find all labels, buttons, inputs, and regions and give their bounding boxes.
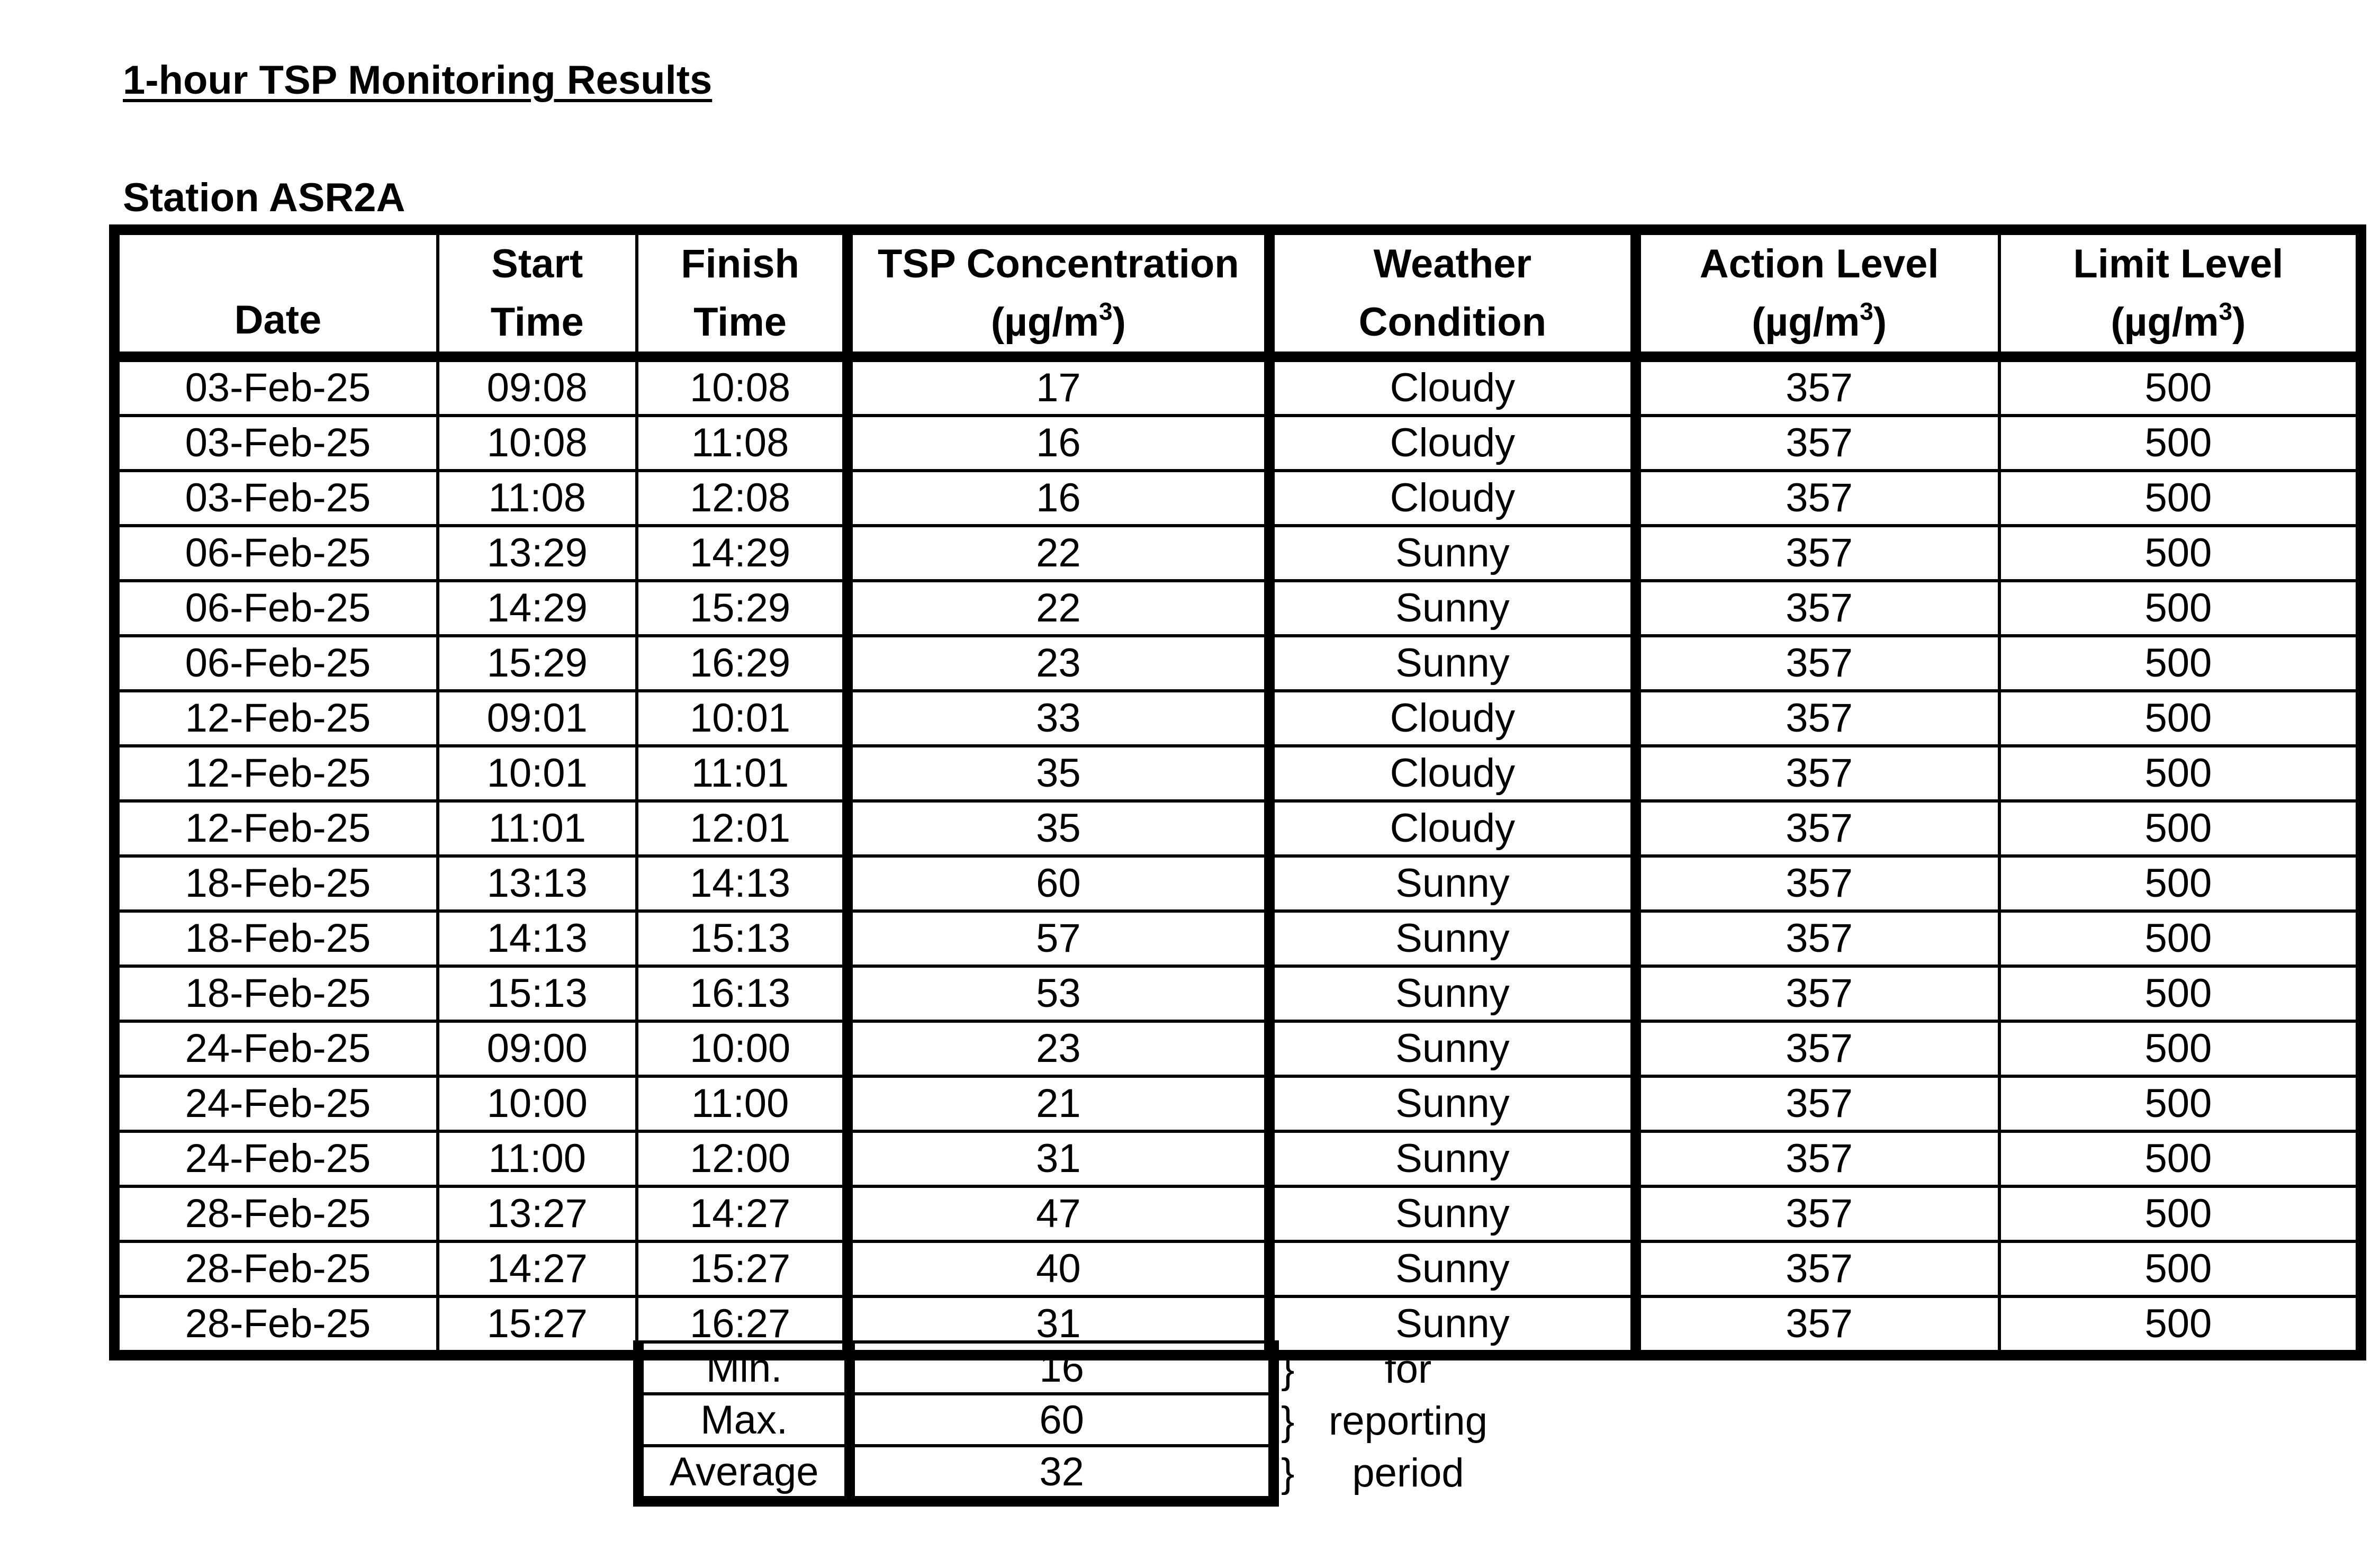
- cell-finish: 15:29: [637, 581, 848, 636]
- summary-note: reporting: [1329, 1399, 1488, 1444]
- cell-weather: Sunny: [1269, 1076, 1635, 1131]
- cell-date: 28-Feb-25: [114, 1186, 438, 1241]
- cell-limit: 500: [1999, 357, 2361, 416]
- cell-weather: Sunny: [1269, 636, 1635, 691]
- cell-action: 357: [1636, 1241, 1999, 1296]
- cell-finish: 16:27: [637, 1296, 848, 1355]
- cell-action: 357: [1636, 581, 1999, 636]
- cell-date: 06-Feb-25: [114, 636, 438, 691]
- cell-weather: Sunny: [1269, 1186, 1635, 1241]
- cell-weather: Cloudy: [1269, 357, 1635, 416]
- cell-limit: 500: [1999, 581, 2361, 636]
- cell-date: 03-Feb-25: [114, 416, 438, 471]
- table-row: [114, 526, 2361, 581]
- cell-weather: Sunny: [1269, 1296, 1635, 1355]
- cell-start: 11:08: [438, 471, 637, 526]
- cell-tsp: 35: [848, 746, 1270, 801]
- summary-row: [638, 1446, 1274, 1501]
- cell-start: 13:13: [438, 856, 637, 911]
- cell-tsp: 23: [848, 636, 1270, 691]
- cell-limit: 500: [1999, 1131, 2361, 1186]
- cell-start: 09:08: [438, 357, 637, 416]
- table-row: [114, 581, 2361, 636]
- cell-tsp: 23: [848, 1021, 1270, 1076]
- table-row: [114, 966, 2361, 1021]
- page-title: 1-hour TSP Monitoring Results: [123, 58, 713, 103]
- cell-start: 15:29: [438, 636, 637, 691]
- cell-weather: Cloudy: [1269, 471, 1635, 526]
- table-row: [114, 1076, 2361, 1131]
- table-row: [114, 471, 2361, 526]
- cell-start: 09:00: [438, 1021, 637, 1076]
- cell-tsp: 33: [848, 691, 1270, 746]
- cell-tsp: 16: [848, 471, 1270, 526]
- cell-tsp: 31: [848, 1296, 1270, 1355]
- cell-finish: 15:13: [637, 911, 848, 966]
- cell-date: 18-Feb-25: [114, 856, 438, 911]
- cell-action: 357: [1636, 1131, 1999, 1186]
- cell-limit: 500: [1999, 1021, 2361, 1076]
- cell-date: 06-Feb-25: [114, 526, 438, 581]
- cell-tsp: 35: [848, 801, 1270, 856]
- header-limit-level: Limit Level $(\mu g/m^3)$: [1999, 230, 2361, 357]
- cell-finish: 16:29: [637, 636, 848, 691]
- cell-finish: 10:01: [637, 691, 848, 746]
- cell-finish: 14:13: [637, 856, 848, 911]
- summary-label: Min.: [638, 1342, 850, 1394]
- cell-tsp: 22: [848, 581, 1270, 636]
- summary-note-line: [1281, 1395, 1493, 1447]
- table-row: [114, 911, 2361, 966]
- cell-start: 10:01: [438, 746, 637, 801]
- cell-finish: 12:08: [637, 471, 848, 526]
- brace-symbol: }: [1281, 1347, 1295, 1392]
- cell-action: 357: [1636, 1296, 1999, 1355]
- cell-weather: Sunny: [1269, 1021, 1635, 1076]
- summary-row: [638, 1394, 1274, 1446]
- cell-action: 357: [1636, 911, 1999, 966]
- cell-date: 06-Feb-25: [114, 581, 438, 636]
- cell-finish: 10:00: [637, 1021, 848, 1076]
- cell-limit: 500: [1999, 416, 2361, 471]
- cell-start: 10:08: [438, 416, 637, 471]
- cell-action: 357: [1636, 471, 1999, 526]
- cell-limit: 500: [1999, 1241, 2361, 1296]
- cell-start: 14:27: [438, 1241, 637, 1296]
- header-action-level: Action Level $(\mu g/m^3)$: [1636, 230, 1999, 357]
- cell-action: 357: [1636, 856, 1999, 911]
- header-start-time: Start Time: [438, 230, 637, 357]
- cell-tsp: 53: [848, 966, 1270, 1021]
- cell-action: 357: [1636, 526, 1999, 581]
- cell-finish: 11:01: [637, 746, 848, 801]
- cell-limit: 500: [1999, 911, 2361, 966]
- table-row: [114, 691, 2361, 746]
- cell-start: 13:29: [438, 526, 637, 581]
- cell-date: 24-Feb-25: [114, 1021, 438, 1076]
- cell-weather: Cloudy: [1269, 746, 1635, 801]
- cell-start: 15:13: [438, 966, 637, 1021]
- cell-date: 12-Feb-25: [114, 746, 438, 801]
- results-table: [109, 224, 2366, 1360]
- summary-note-line: [1281, 1344, 1493, 1395]
- cell-action: 357: [1636, 1021, 1999, 1076]
- cell-date: 18-Feb-25: [114, 911, 438, 966]
- cell-finish: 12:00: [637, 1131, 848, 1186]
- cell-date: 03-Feb-25: [114, 471, 438, 526]
- cell-finish: 15:27: [637, 1241, 848, 1296]
- summary-table: [633, 1340, 1279, 1507]
- cell-limit: 500: [1999, 471, 2361, 526]
- cell-action: 357: [1636, 357, 1999, 416]
- cell-limit: 500: [1999, 636, 2361, 691]
- cell-limit: 500: [1999, 1076, 2361, 1131]
- reporting-period-note: [1281, 1344, 1493, 1499]
- cell-tsp: 47: [848, 1186, 1270, 1241]
- brace-symbol: }: [1281, 1399, 1295, 1444]
- summary-label: Max.: [638, 1394, 850, 1446]
- header-tsp-concentration: TSP Concentration $(\mu g/m^3)$: [848, 230, 1270, 357]
- cell-start: 15:27: [438, 1296, 637, 1355]
- cell-tsp: 57: [848, 911, 1270, 966]
- header-weather-condition: Weather Condition: [1269, 230, 1635, 357]
- cell-start: 11:00: [438, 1131, 637, 1186]
- cell-date: 28-Feb-25: [114, 1296, 438, 1355]
- cell-start: 09:01: [438, 691, 637, 746]
- cell-start: 11:01: [438, 801, 637, 856]
- summary-value: 32: [850, 1446, 1274, 1501]
- summary-row: [638, 1342, 1274, 1394]
- cell-weather: Sunny: [1269, 1241, 1635, 1296]
- cell-finish: 10:08: [637, 357, 848, 416]
- cell-weather: Sunny: [1269, 911, 1635, 966]
- cell-weather: Cloudy: [1269, 416, 1635, 471]
- summary-value: 60: [850, 1394, 1274, 1446]
- cell-limit: 500: [1999, 691, 2361, 746]
- cell-start: 14:13: [438, 911, 637, 966]
- cell-weather: Sunny: [1269, 1131, 1635, 1186]
- cell-weather: Sunny: [1269, 966, 1635, 1021]
- cell-start: 10:00: [438, 1076, 637, 1131]
- table-row: [114, 856, 2361, 911]
- cell-action: 357: [1636, 801, 1999, 856]
- summary-note-line: [1281, 1447, 1493, 1499]
- table-row: [114, 1186, 2361, 1241]
- header-finish-time: Finish Time: [637, 230, 848, 357]
- table-row: [114, 1131, 2361, 1186]
- table-row: [114, 746, 2361, 801]
- table-row: [114, 1241, 2361, 1296]
- station-label: Station ASR2A: [123, 175, 405, 220]
- cell-tsp: 21: [848, 1076, 1270, 1131]
- cell-finish: 14:29: [637, 526, 848, 581]
- cell-date: 12-Feb-25: [114, 801, 438, 856]
- cell-tsp: 17: [848, 357, 1270, 416]
- cell-tsp: 22: [848, 526, 1270, 581]
- cell-tsp: 31: [848, 1131, 1270, 1186]
- cell-action: 357: [1636, 966, 1999, 1021]
- cell-limit: 500: [1999, 966, 2361, 1021]
- cell-limit: 500: [1999, 856, 2361, 911]
- table-row: [114, 1021, 2361, 1076]
- brace-symbol: }: [1281, 1450, 1295, 1495]
- cell-tsp: 60: [848, 856, 1270, 911]
- cell-weather: Cloudy: [1269, 691, 1635, 746]
- cell-weather: Cloudy: [1269, 801, 1635, 856]
- cell-finish: 11:08: [637, 416, 848, 471]
- cell-date: 12-Feb-25: [114, 691, 438, 746]
- cell-limit: 500: [1999, 1186, 2361, 1241]
- cell-weather: Sunny: [1269, 581, 1635, 636]
- cell-limit: 500: [1999, 801, 2361, 856]
- cell-limit: 500: [1999, 1296, 2361, 1355]
- cell-finish: 12:01: [637, 801, 848, 856]
- cell-action: 357: [1636, 416, 1999, 471]
- cell-finish: 11:00: [637, 1076, 848, 1131]
- table-row: [114, 416, 2361, 471]
- cell-finish: 14:27: [637, 1186, 848, 1241]
- cell-action: 357: [1636, 1076, 1999, 1131]
- cell-date: 18-Feb-25: [114, 966, 438, 1021]
- cell-action: 357: [1636, 746, 1999, 801]
- cell-tsp: 40: [848, 1241, 1270, 1296]
- cell-start: 13:27: [438, 1186, 637, 1241]
- cell-finish: 16:13: [637, 966, 848, 1021]
- cell-tsp: 16: [848, 416, 1270, 471]
- cell-action: 357: [1636, 1186, 1999, 1241]
- summary-note: for: [1384, 1347, 1432, 1392]
- cell-action: 357: [1636, 691, 1999, 746]
- summary-label: Average: [638, 1446, 850, 1501]
- cell-date: 24-Feb-25: [114, 1076, 438, 1131]
- cell-weather: Sunny: [1269, 856, 1635, 911]
- summary-value: 16: [850, 1342, 1274, 1394]
- cell-weather: Sunny: [1269, 526, 1635, 581]
- summary-note: period: [1352, 1450, 1464, 1495]
- table-row: [114, 636, 2361, 691]
- cell-start: 14:29: [438, 581, 637, 636]
- cell-date: 28-Feb-25: [114, 1241, 438, 1296]
- table-header-row: [114, 230, 2361, 357]
- cell-limit: 500: [1999, 746, 2361, 801]
- cell-date: 24-Feb-25: [114, 1131, 438, 1186]
- table-row: [114, 801, 2361, 856]
- cell-date: 03-Feb-25: [114, 357, 438, 416]
- table-row: [114, 357, 2361, 416]
- cell-limit: 500: [1999, 526, 2361, 581]
- cell-action: 357: [1636, 636, 1999, 691]
- header-date: Date: [114, 230, 438, 357]
